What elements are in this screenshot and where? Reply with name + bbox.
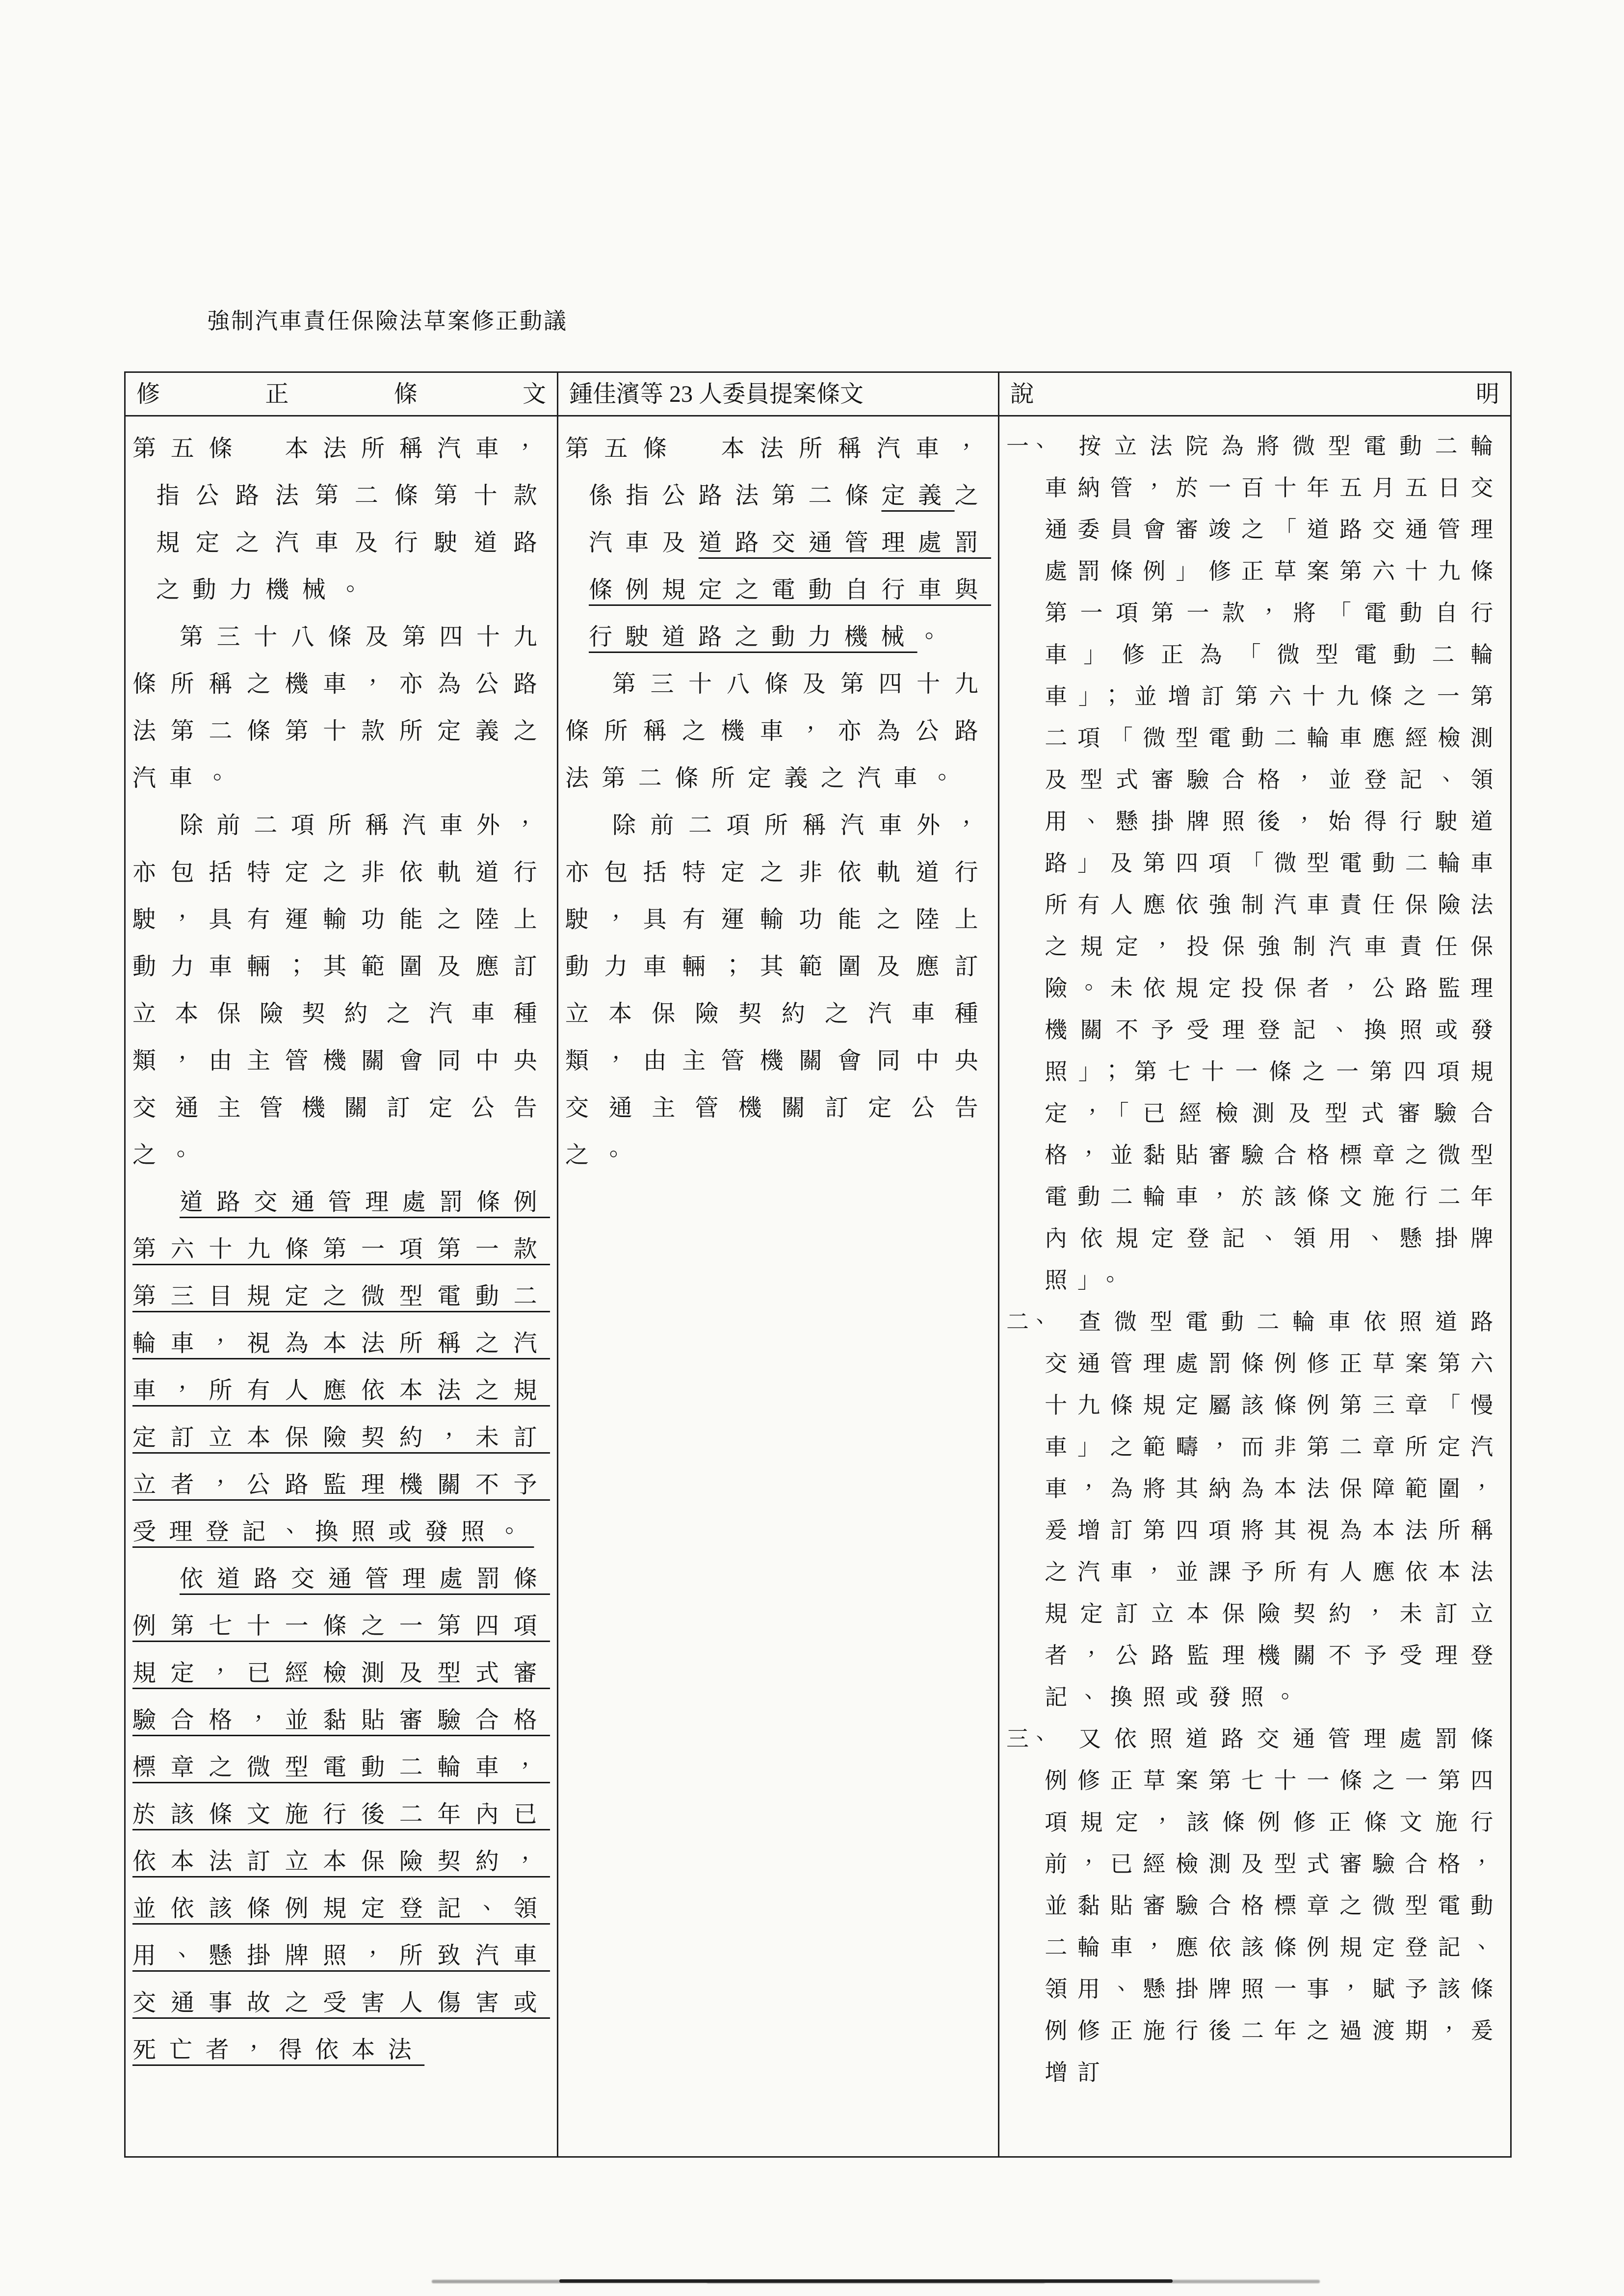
table-body-row: [125, 416, 1511, 2157]
proposed-provisions-content: [565, 425, 991, 1179]
text-run: 第三十八條及第四十九條所稱之機車，亦為公路法第二條第十款所定義之汽車。: [132, 624, 550, 791]
item-text: 又依照道路交通管理處罰條例修正草案第七十一條之一第四項規定，該條例修正條文施行前，已經檢測及型式審驗合格，並黏貼審驗合格標章之微型電動二輪車，應依該條例規定登記、領用、懸掛牌照一事，賦予該條例修正施行後二年之過渡期，爰增訂: [1045, 1726, 1503, 2085]
cell-proposed-provisions: [558, 416, 999, 2157]
header-explanation: 說明: [999, 372, 1511, 416]
item-number: 二、: [1006, 1309, 1051, 1334]
underlined-text-run: 道路交通管理處罰條例第六十九條第一項第一款第三目規定之微型電動二輪車，視為本法所稱之汽車，所有人應依本法之規定訂立本保險契約，未訂立者，公路監理機關不予受理登記、換照或發照。: [132, 1189, 550, 1545]
paragraph: [565, 802, 991, 1179]
explanation-item: [1006, 425, 1503, 1301]
document-title: 強制汽車責任保險法草案修正動議: [207, 309, 568, 334]
underlined-text-run: 依道路交通管理處罰條例第七十一條之一第四項規定，已經檢測及型式審驗合格，並黏貼審驗合格標章之微型電動二輪車，於該條文施行後二年內已依本法訂立本保險契約，並依該條例規定登記、領用、懸掛牌照，所致汽車交通事故之受害人傷害或死亡者，得依本法: [132, 1566, 550, 2063]
paragraph: [565, 661, 991, 802]
cell-amended-provisions: [125, 416, 558, 2157]
text-run: 。: [917, 624, 954, 650]
table-header-row: [125, 372, 1511, 416]
header-amended-provisions: 修正條文: [125, 372, 558, 416]
explanation-item: [1006, 1718, 1503, 2093]
explanation-content: [1006, 425, 1503, 2093]
underlined-text-run: 定義: [881, 483, 955, 509]
item-number: 一、: [1006, 434, 1051, 459]
text-run: 之汽車及: [589, 483, 991, 556]
explanation-item: [1006, 1301, 1503, 1718]
cell-explanation: [999, 416, 1511, 2157]
paragraph: [132, 1179, 550, 1556]
paragraph: [132, 802, 550, 1179]
paragraph: [132, 614, 550, 802]
paragraph: [565, 425, 991, 661]
text-run: 除前二項所稱汽車外，亦包括特定之非依軌道行駛，具有運輸功能之陸上動力車輛；其範圍及應訂立本保險契約之汽車種類，由主管機關會同中央交通主管機關訂定公告之。: [565, 812, 991, 1168]
scan-artifact: [559, 2279, 1173, 2283]
paragraph: [132, 425, 550, 614]
text-run: 除前二項所稱汽車外，亦包括特定之非依軌道行駛，具有運輸功能之陸上動力車輛；其範圍及應訂立本保險契約之汽車種類，由主管機關會同中央交通主管機關訂定公告之。: [132, 812, 550, 1168]
comparison-table: [124, 371, 1512, 2158]
text-run: 第五條 本法所稱汽車，係指公路法第二條: [565, 436, 991, 509]
amended-provisions-content: [132, 425, 550, 2074]
item-number: 三、: [1006, 1726, 1051, 1751]
item-text: 查微型電動二輪車依照道路交通管理處罰條例修正草案第六十九條規定屬該條例第三章「慢車」之範疇，而非第二章所定汽車，為將其納為本法保障範圍，爰增訂第四項將其視為本法所稱之汽車，並課予所有人應依本法規定訂立本保險契約，未訂立者，公路監理機關不予受理登記、換照或發照。: [1045, 1309, 1503, 1710]
item-text: 按立法院為將微型電動二輪車納管，於一百十年五月五日交通委員會審竣之「道路交通管理處罰條例」修正草案第六十九條第一項第一款，將「電動自行車」修正為「微型電動二輪車」；並增訂第六十九條之一第二項「微型電動二輪車應經檢測及型式審驗合格，並登記、領用、懸掛牌照後，始得行駛道路」及第四項「微型電動二輪車所有人應依強制汽車責任保險法之規定，投保強制汽車責任保險。未依規定投保者，公路監理機關不予受理登記、換照或發照」；第七十一條之一第四項規定，「已經檢測及型式審驗合格，並黏貼審驗合格標章之微型電動二輪車，於該條文施行二年內依規定登記、領用、懸掛牌照」。: [1045, 434, 1503, 1293]
text-run: 第三十八條及第四十九條所稱之機車，亦為公路法第二條所定義之汽車。: [565, 671, 991, 791]
header-proposed-provisions: 鍾佳濱等 23 人委員提案條文: [558, 372, 999, 416]
underlined-text-run: 道路交通管理處罰條例規定之電動自行車與行駛道路之動力機械: [589, 530, 992, 650]
text-run: 第五條 本法所稱汽車，指公路法第二條第十款規定之汽車及行駛道路之動力機械。: [132, 436, 550, 603]
paragraph: [132, 1556, 550, 2074]
